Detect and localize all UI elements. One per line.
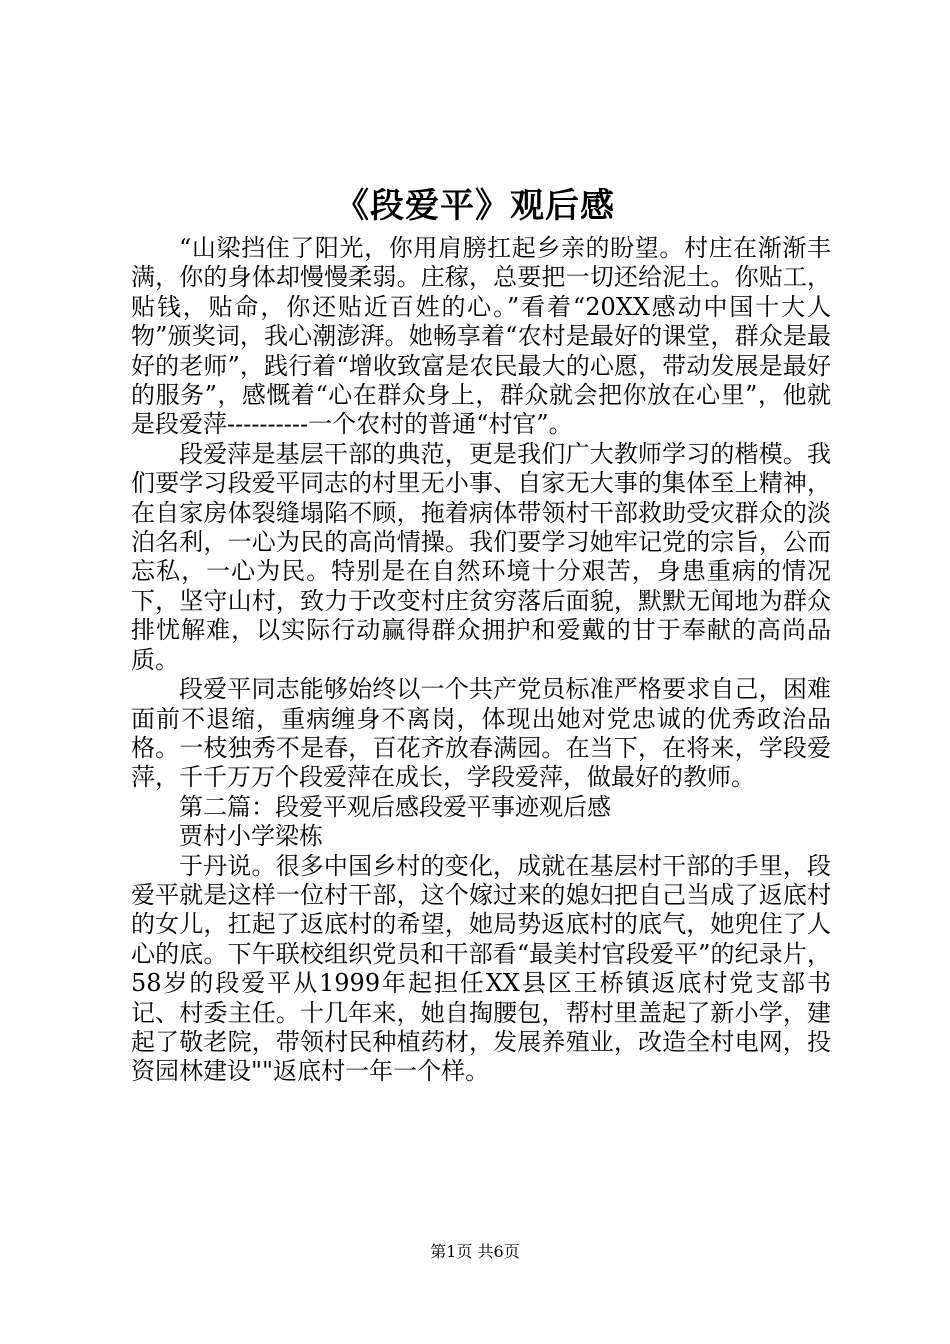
section-heading: 第二篇：段爱平观后感段爱平事迹观后感 [179,792,611,821]
paragraph-2: 段爱萍是基层干部的典范，更是我们广大教师学习的楷模。我们要学习段爱平同志的村里无小事、自家无大事的集体至上精神，在自家房体裂缝塌陷不顾，拖着病体带领村干部救助受灾群众的淡泊名利，一心为民的高尚情操。我们要学习她牢记党的宗旨，公而忘私，一心为民。特别是在自然环境十分艰苦，身患重病的情况下，坚守山村，致力于改变村庄贫穷落后面貌，默默无闻地为群众排忧解难，以实际行动赢得群众拥护和爱戴的甘于奉献的高尚品质。 [131,439,831,674]
paragraph-4: 于丹说。很多中国乡村的变化，成就在基层村干部的手里，段爱平就是这样一位村干部，这个嫁过来的媳妇把自己当成了返底村的女儿，扛起了返底村的希望，她局势返底村的底气，她兜住了人心的底。下午联校组织党员和干部看“最美村官段爱平”的纪录片，58岁的段爱平从1999年起担任XX县区王桥镇返底村党支部书记、村委主任。十几年来，她自掏腰包，帮村里盖起了新小学，建起了敬老院，带领村民种植药材，发展养殖业，改造全村电网，投资园林建设""返底村一年一个样。 [131,851,831,1086]
paragraph-3: 段爱平同志能够始终以一个共产党员标准严格要求自己，困难面前不退缩，重病缠身不离岗，体现出她对党忠诚的优秀政治品格。一枝独秀不是春，百花齐放春满园。在当下，在将来，学段爱萍，千千万万个段爱萍在成长，学段爱萍，做最好的教师。 [131,675,831,792]
document-title: 《段爱平》观后感 [335,186,615,226]
author-line: 贾村小学梁栋 [179,822,323,851]
document-body [131,234,831,1087]
paragraph-1: “山梁挡住了阳光，你用肩膀扛起乡亲的盼望。村庄在渐渐丰满，你的身体却慢慢柔弱。庄稼，总要把一切还给泥土。你贴工，贴钱，贴命，你还贴近百姓的心。”看着“20XX感动中国十大人物”颁奖词，我心潮澎湃。她畅享着“农村是最好的课堂，群众是最好的老师”，践行着“增收致富是农民最大的心愿，带动发展是最好的服务”，感慨着“心在群众身上，群众就会把你放在心里”，他就是段爱萍----------一个农村的普通“村官”。 [131,234,831,439]
page-footer: 第1页 共6页 [430,1242,520,1261]
